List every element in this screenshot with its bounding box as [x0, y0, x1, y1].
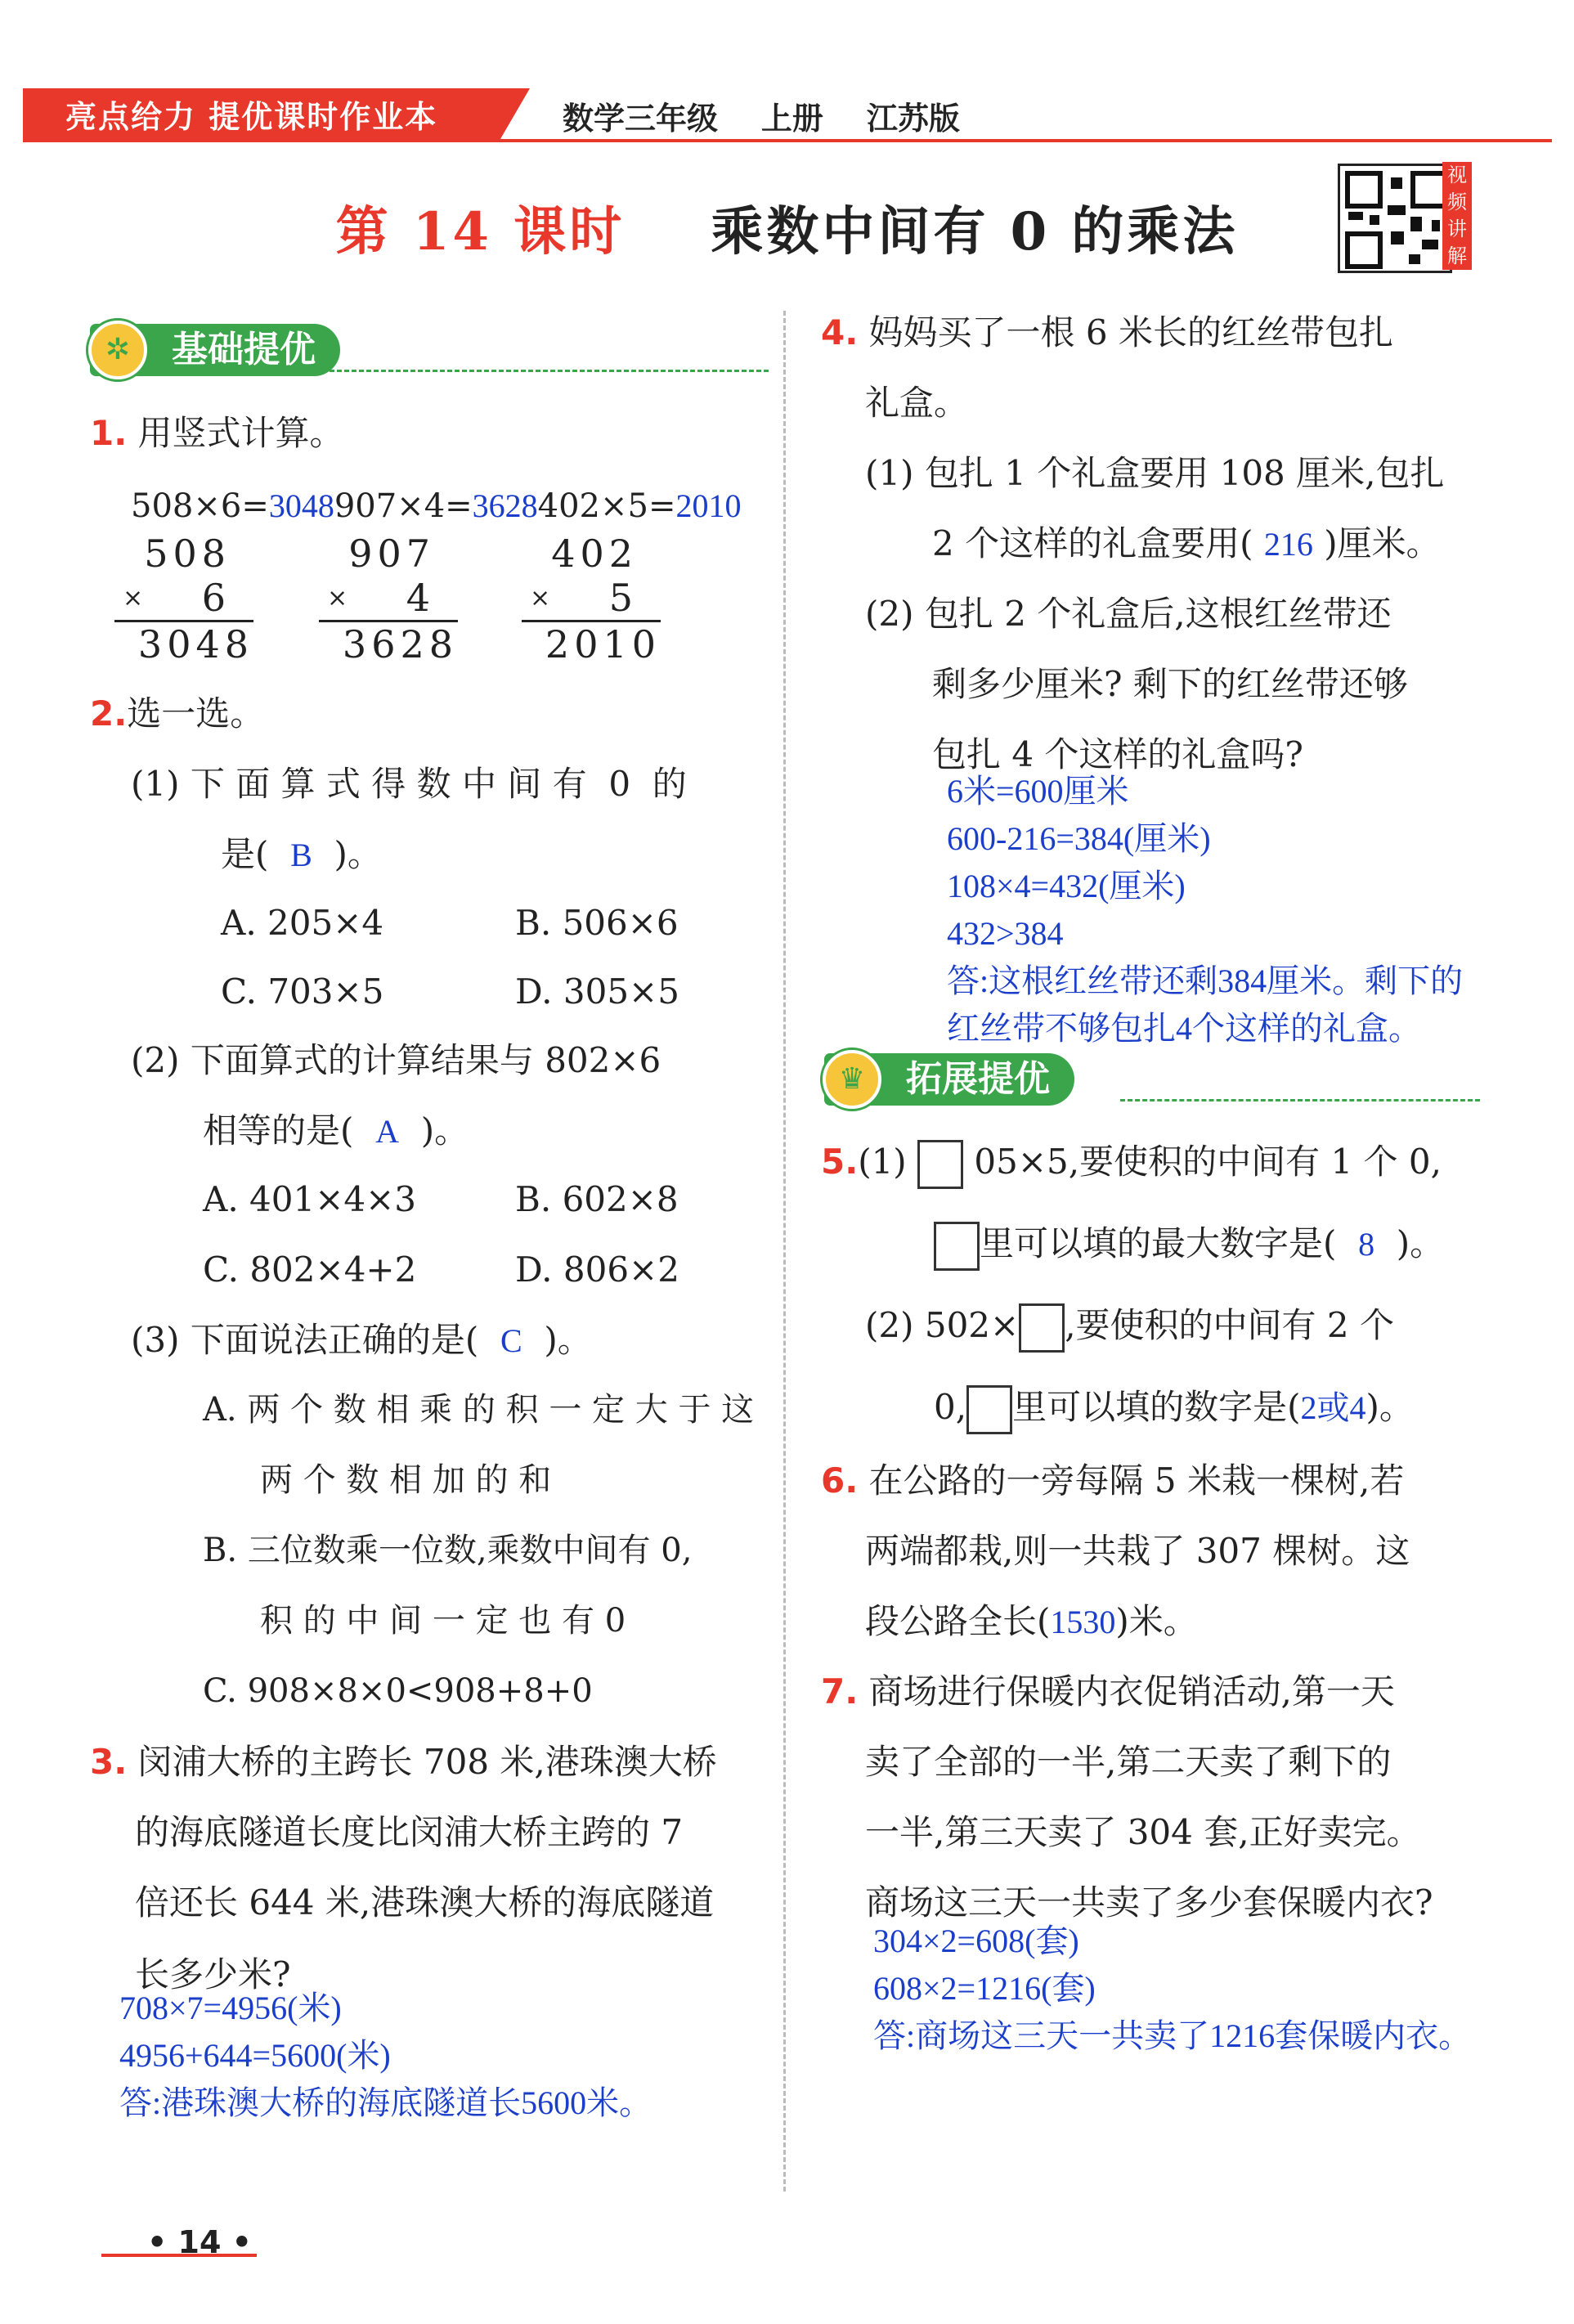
q2-p3-paren-close: )。: [544, 1320, 592, 1360]
lesson-topic: 乘数中间有 0 的乘法: [711, 201, 1239, 262]
q3-line2: 的海底隧道长度比闵浦大桥主跨的 7: [135, 1812, 684, 1852]
q4-text1: 妈妈买了一根 6 米长的红丝带包扎: [868, 312, 1393, 352]
calc2-times-sign: ×: [327, 584, 353, 612]
q1-expr2: 907×4=: [334, 487, 473, 525]
calc1-result: 3048: [137, 622, 253, 666]
q2-p2-option-d: D. 806×2: [515, 1249, 679, 1290]
q4-number: 4.: [821, 312, 859, 352]
q5-p2-label: (2) 502×: [865, 1305, 1020, 1345]
q7-answer-line2: 608×2=1216(套): [873, 1970, 1096, 2007]
q5-p1-paren-close: )。: [1396, 1223, 1445, 1263]
q7-line2: 卖了全部的一半,第二天卖了剩下的: [865, 1742, 1392, 1782]
q3-answer-line1: 708×7=4956(米): [119, 1990, 342, 2026]
q2-prompt: 选一选。: [127, 693, 265, 734]
q4-answer-line1: 6米=600厘米: [947, 773, 1129, 810]
q2-p2-option-b: B. 602×8: [515, 1179, 679, 1219]
q2-p3-line1: [131, 1320, 592, 1361]
q2-p1-option-d: D. 305×5: [515, 971, 679, 1012]
page-number: • 14 •: [147, 2224, 252, 2260]
q6-line1: [821, 1460, 1404, 1501]
q5-p2-stem: 里可以填的数字是(: [1012, 1387, 1301, 1427]
q2-number: 2.: [90, 693, 128, 734]
q1-expressions: [131, 487, 741, 526]
q1-number: 1.: [90, 413, 128, 453]
column-divider: [783, 311, 786, 2192]
q1-answer2: 3628: [472, 487, 538, 524]
q2-p2-line2: [203, 1110, 469, 1151]
calc2-result: 3628: [342, 622, 458, 666]
section-basic-badge: 基础提优: [90, 324, 340, 376]
q2-p1-answer: B: [290, 837, 312, 873]
q5-number: 5.: [821, 1142, 859, 1182]
q5-p1-stem: 里可以填的最大数字是(: [980, 1223, 1337, 1263]
vertical-calc-2: [319, 532, 458, 666]
q2-p2-option-a: A. 401×4×3: [203, 1179, 417, 1219]
vertical-calc-1: [114, 532, 253, 666]
q4-answer-line6: 红丝带不够包扎4个这样的礼盒。: [947, 1010, 1421, 1047]
q1-prompt: 用竖式计算。: [137, 413, 344, 453]
trophy-icon: ♛: [823, 1050, 881, 1109]
section-extend-badge: 拓展提优: [824, 1053, 1074, 1106]
q4-p1-stem: 2 个这样的礼盒要用(: [932, 523, 1253, 563]
calc3-top: 402: [551, 532, 638, 576]
q2-p3-stem: (3) 下面说法正确的是(: [131, 1320, 479, 1360]
q7-line1: [821, 1671, 1395, 1712]
q1-stem: [90, 413, 344, 454]
q4-p1-line2: [932, 523, 1441, 564]
q1-expr1: 508×6=: [131, 487, 269, 525]
blank-box[interactable]: [966, 1385, 1012, 1434]
q1-expr3: 402×5=: [537, 487, 676, 525]
q6-unit: )米。: [1115, 1601, 1198, 1641]
video-explain-label: 视频讲解: [1442, 162, 1472, 270]
calc3-operand: 5: [608, 576, 638, 620]
q4-line1: [821, 312, 1393, 353]
q3-answer-line3: 答:港珠澳大桥的海底隧道长5600米。: [119, 2084, 652, 2121]
q7-text1: 商场进行保暖内衣促销活动,第一天: [868, 1671, 1395, 1712]
q5-p2-line2: [934, 1385, 1414, 1434]
q7-number: 7.: [821, 1671, 859, 1712]
q1-answer3: 2010: [675, 487, 742, 524]
q1-answer1: 3048: [268, 487, 334, 524]
q4-answer-line5: 答:这根红丝带还剩384厘米。剩下的: [947, 962, 1464, 999]
q5-p1-answer: 8: [1358, 1226, 1375, 1263]
q4-p2-line3: 包扎 4 个这样的礼盒吗?: [932, 734, 1303, 774]
q6-line3: [865, 1601, 1198, 1642]
q4-p1-unit: )厘米。: [1324, 523, 1441, 563]
calc1-top: 508: [144, 532, 231, 576]
q3-line3: 倍还长 644 米,港珠澳大桥的海底隧道: [135, 1882, 715, 1922]
q3-answer-line2: 4956+644=5600(米): [119, 2037, 391, 2074]
q2-p3-option-c: C. 908×8×0<908+8+0: [203, 1672, 593, 1710]
q4-answer-line3: 108×4=432(厘米): [947, 868, 1186, 904]
q4-line2: 礼盒。: [865, 383, 969, 423]
q5-p2-paren-close: )。: [1365, 1387, 1414, 1427]
q6-stem: 段公路全长(: [865, 1601, 1051, 1641]
q4-p1-answer: 216: [1263, 526, 1313, 563]
q4-p2-line1: (2) 包扎 2 个礼盒后,这根红丝带还: [865, 594, 1392, 634]
q5-p1-line1: [821, 1140, 1442, 1189]
q2-p2-answer: A: [375, 1113, 399, 1150]
q4-p1-line1: (1) 包扎 1 个礼盒要用 108 厘米,包扎: [865, 453, 1445, 493]
q7-answer-line3: 答:商场这三天一共卖了1216套保暖内衣。: [873, 2017, 1472, 2054]
q2-p1-paren-close: )。: [334, 834, 382, 874]
q6-text1: 在公路的一旁每隔 5 米栽一棵树,若: [868, 1460, 1405, 1501]
subject-info: 数学三年级 上册 江苏版: [563, 101, 960, 137]
calc1-operand: 6: [201, 576, 231, 620]
q4-answer-line4: 432>384: [947, 915, 1064, 952]
header-rule: [23, 139, 1552, 142]
q3-line1: [90, 1742, 717, 1783]
blank-box[interactable]: [917, 1140, 963, 1189]
calc3-times-sign: ×: [530, 584, 556, 612]
q2-p3-option-a-line2: 两 个 数 相 加 的 和: [260, 1461, 552, 1499]
vertical-calc-3: [522, 532, 661, 666]
q7-answer-line1: 304×2=608(套): [873, 1922, 1079, 1959]
lesson-number: 第 14 课时: [335, 201, 626, 262]
q3-number: 3.: [90, 1742, 128, 1782]
q5-p2-zero: 0,: [934, 1387, 967, 1427]
blank-box[interactable]: [934, 1222, 980, 1271]
blank-box[interactable]: [1019, 1303, 1065, 1353]
calc3-result: 2010: [545, 622, 661, 666]
q2-p3-option-a-line1: A. 两 个 数 相 乘 的 积 一 定 大 于 这: [203, 1391, 755, 1429]
q2-p3-option-b-line1: B. 三位数乘一位数,乘数中间有 0,: [203, 1532, 693, 1569]
series-title: 亮点给力 提优课时作业本: [65, 99, 438, 135]
q2-p2-option-c: C. 802×4+2: [203, 1249, 417, 1290]
q6-number: 6.: [821, 1460, 859, 1501]
q4-answer-line2: 600-216=384(厘米): [947, 820, 1211, 857]
q2-p3-answer: C: [500, 1322, 522, 1359]
qr-code[interactable]: [1338, 164, 1452, 273]
lightbulb-icon: ✲: [88, 321, 147, 379]
q2-p1-option-c: C. 703×5: [221, 971, 384, 1012]
q5-p2-text: ,要使积的中间有 2 个: [1065, 1305, 1394, 1345]
q2-p3-option-b-line2: 积 的 中 间 一 定 也 有 0: [260, 1602, 626, 1640]
q2-p1-paren-open: 是(: [221, 834, 269, 874]
q2-p1-option-a: A. 205×4: [221, 903, 384, 943]
q5-p1-text: 05×5,要使积的中间有 1 个 0,: [974, 1142, 1442, 1182]
q2-stem: [90, 693, 264, 734]
q2-p1-line2: [221, 834, 382, 875]
q2-p1-option-b: B. 506×6: [515, 903, 679, 943]
q5-p1-label: (1): [858, 1142, 907, 1182]
q5-p1-line2: [934, 1222, 1444, 1271]
calc1-times-sign: ×: [123, 584, 149, 612]
section-rule-extend: [1120, 1099, 1480, 1101]
q7-line3: 一半,第三天卖了 304 套,正好卖完。: [865, 1812, 1421, 1852]
q6-answer: 1530: [1050, 1604, 1116, 1640]
q5-p2-line1: [865, 1303, 1394, 1353]
q2-p2-paren-close: )。: [420, 1110, 469, 1151]
q7-line4: 商场这三天一共卖了多少套保暖内衣?: [865, 1882, 1433, 1922]
q3-line4: 长多少米?: [135, 1954, 291, 1994]
calc2-top: 907: [348, 532, 435, 576]
calc2-operand: 4: [406, 576, 435, 620]
q2-p2-paren-open: 相等的是(: [203, 1110, 354, 1151]
q6-line2: 两端都栽,则一共栽了 307 棵树。这: [865, 1531, 1410, 1571]
q2-p2-line1: (2) 下面算式的计算结果与 802×6: [131, 1040, 661, 1080]
q3-text1: 闵浦大桥的主跨长 708 米,港珠澳大桥: [137, 1742, 717, 1782]
q4-p2-line2: 剩多少厘米? 剩下的红丝带还够: [932, 664, 1408, 704]
q2-p1-line1: (1) 下 面 算 式 得 数 中 间 有 0 的: [131, 764, 687, 804]
q5-p2-answer: 2或4: [1300, 1389, 1366, 1426]
